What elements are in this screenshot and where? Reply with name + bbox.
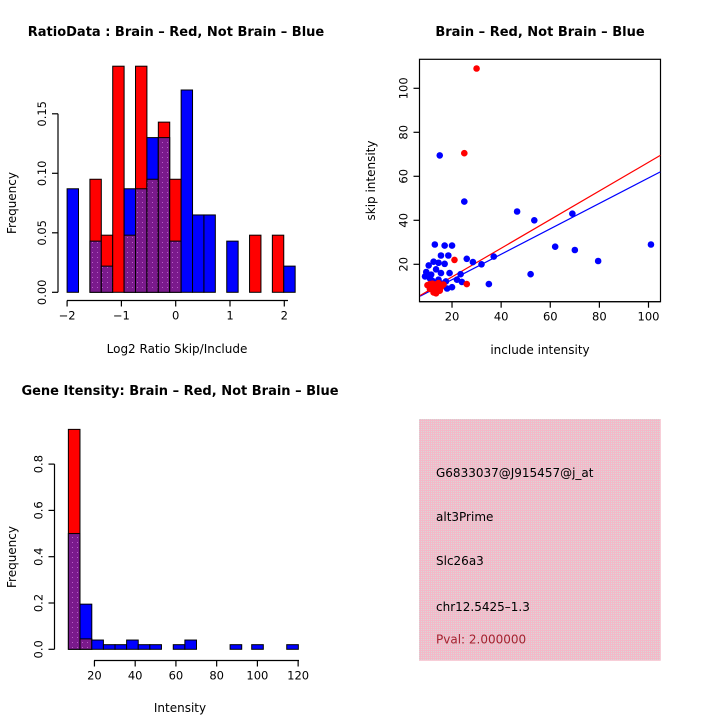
hist-bar-overlap [90,241,101,292]
info-line: alt3Prime [436,510,494,524]
x-tick-label: 20 [87,668,102,683]
x-tick-label: 100 [637,309,660,324]
x-axis-label: Intensity [153,701,207,715]
panel-title: Brain – Red, Not Brain – Blue [435,25,645,40]
blue-point [595,258,602,265]
x-tick-label: 20 [444,309,460,324]
hist-bar-overlap [80,639,92,649]
gene-histogram-panel [5,384,339,715]
x-tick-label: 80 [592,309,607,324]
y-axis-label: Frequency [5,172,19,234]
y-tick-label: 0.00 [35,279,49,306]
blue-point [478,261,485,268]
y-axis-label: Frequency [5,526,19,588]
y-tick-label: 0.15 [35,100,49,127]
blue-point [446,270,453,277]
blue-point [531,217,538,224]
y-tick-label: 0.0 [31,640,46,659]
blue-point [449,242,456,249]
blue-point [463,255,470,262]
x-tick-label: −1 [112,308,130,323]
blue-point [438,270,445,277]
info-line: Slc26a3 [436,554,484,568]
hist-bar-blue [227,241,238,292]
hist-bar-blue [92,640,104,649]
hist-bar-blue [127,640,139,649]
hist-bar-blue [230,645,242,650]
red-point [428,283,435,290]
hist-bar-blue [103,645,115,650]
x-tick-label: 60 [168,668,184,683]
red-point [463,281,470,288]
blue-point [441,242,448,249]
hist-bar-red [272,235,283,292]
panel-title: Gene Itensity: Brain – Red, Not Brain – Blue [21,384,339,399]
x-tick-label: 80 [209,668,224,683]
blue-point [552,243,559,250]
red-point [433,290,440,297]
blue-point [569,210,576,217]
x-tick-label: 0 [172,308,180,323]
y-tick-label: 0.05 [35,219,49,246]
blue-point [432,241,439,248]
hist-bar-blue [173,645,185,650]
x-tick-label: 40 [127,668,143,683]
x-tick-label: 120 [287,668,310,683]
blue-point [490,253,497,260]
y-tick-label: 80 [396,124,411,140]
y-tick-label: 0.10 [35,160,49,187]
x-tick-label: 40 [493,309,509,324]
hist-bar-overlap [101,266,112,292]
hist-bar-overlap [158,138,169,293]
hist-bar-overlap [136,189,147,293]
blue-point [486,281,493,288]
hist-bar-blue [67,189,78,293]
blue-point [470,259,477,266]
plot-box [420,59,661,301]
info-line: G6833037@J915457@j_at [436,466,594,480]
blue-point [445,252,452,259]
y-axis-label: skip intensity [364,140,378,221]
x-tick-label: 100 [246,668,269,683]
hist-bar-blue [181,90,192,292]
blue-point [527,271,534,278]
blue-point [648,241,655,248]
hist-bar-blue [185,640,197,649]
y-tick-label: 0.4 [31,547,46,566]
panel-title: RatioData : Brain – Red, Not Brain – Blue [27,25,325,40]
intensity-scatter-panel [364,25,661,357]
blue-point [436,152,443,159]
hist-bar-blue [115,645,127,650]
blue-point [572,247,579,254]
x-tick-label: 1 [226,308,234,323]
info-line: Pval: 2.000000 [436,632,527,647]
hist-bar-blue [138,645,150,650]
ratio-histogram-panel [5,25,324,356]
hist-bar-overlap [170,241,181,292]
y-tick-label: 100 [396,77,411,100]
hist-bar-overlap [147,179,158,292]
hist-bar-overlap [68,534,80,650]
y-tick-label: 40 [396,212,411,228]
red-regression-line [420,155,660,295]
hist-bar-blue [287,645,299,650]
blue-point [438,252,445,259]
hist-bar-red [113,66,124,292]
x-tick-label: 2 [280,308,288,323]
hist-bar-red [250,235,261,292]
info-line: chr12.5425–1.3 [436,600,530,614]
y-tick-label: 60 [396,168,411,184]
blue-point [435,259,442,266]
hist-bar-blue [193,215,204,292]
info-panel [419,419,661,661]
blue-point [441,261,448,268]
hist-bar-blue [284,266,295,292]
blue-point [425,262,432,269]
blue-point [514,208,521,215]
y-tick-label: 20 [396,256,411,272]
y-tick-label: 0.6 [31,501,46,520]
red-point [461,150,468,157]
x-tick-label: 60 [542,309,558,324]
red-point [435,280,442,287]
blue-point [457,271,464,278]
red-point [451,257,458,264]
hist-bar-blue [252,645,264,650]
x-axis-label: Log2 Ratio Skip/Include [106,342,248,356]
hist-bar-blue [150,645,162,650]
blue-point [461,198,468,205]
x-axis-label: include intensity [490,343,590,357]
info-box-background [419,419,661,661]
red-point [473,65,480,72]
y-tick-label: 0.8 [31,454,46,474]
hist-bar-blue [204,215,215,292]
hist-bar-overlap [124,235,135,292]
y-tick-label: 0.2 [31,593,46,613]
x-tick-label: −2 [58,308,76,323]
